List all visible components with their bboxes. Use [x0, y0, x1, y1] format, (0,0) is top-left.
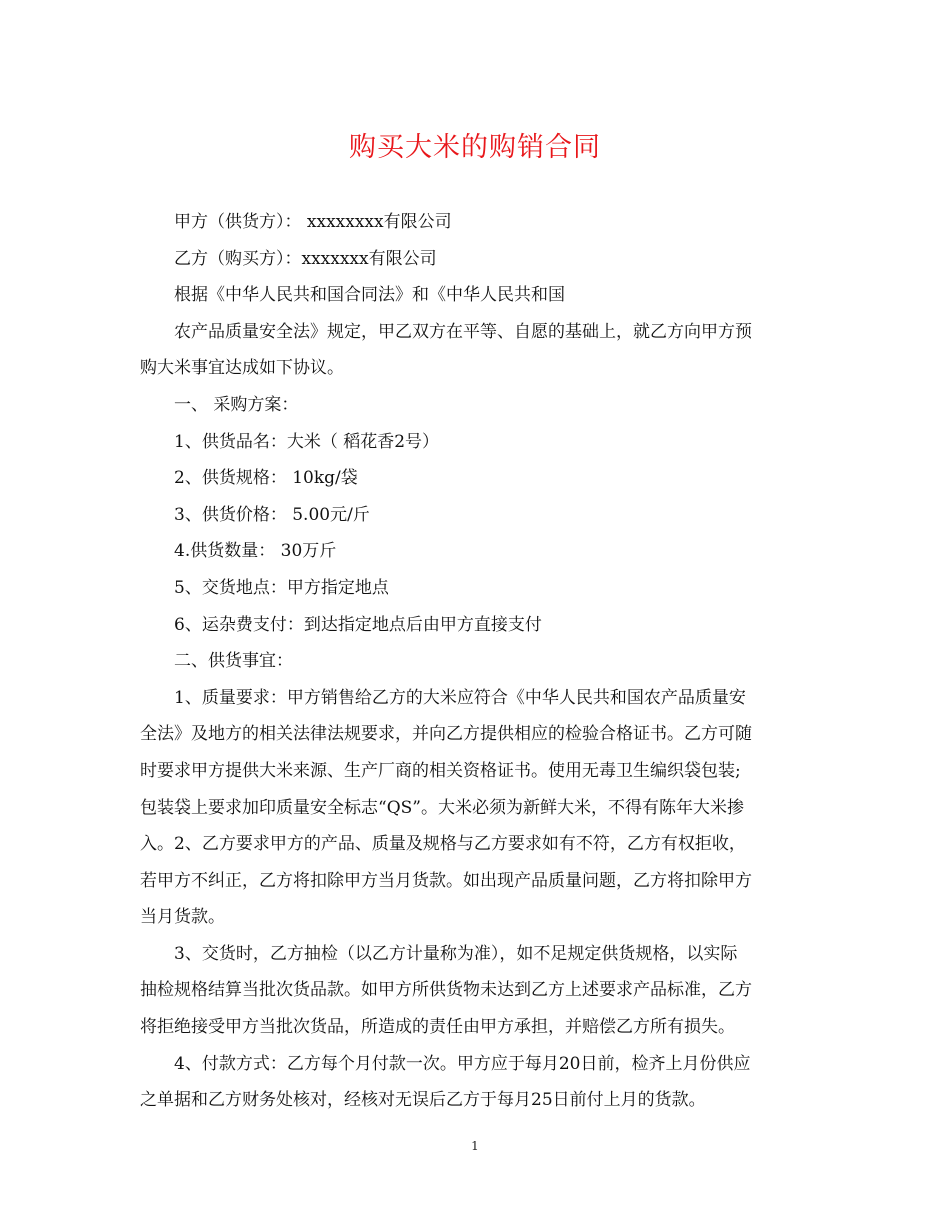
plan-item: 3、供货价格： 5.00元/斤	[174, 504, 370, 525]
document-title: 购买大米的购销合同	[349, 132, 601, 163]
plan-item: 5、交货地点：甲方指定地点	[174, 577, 389, 598]
basis-line: 购大米事宜达成如下协议。	[140, 358, 344, 379]
paragraph-line: 之单据和乙方财务处核对，经核对无误后乙方于每月25日前付上月的货款。	[140, 1090, 706, 1111]
party-b-line: 乙方（购买方）：xxxxxxx有限公司	[174, 248, 437, 269]
paragraph-line: 若甲方不纠正，乙方将扣除甲方当月货款。如出现产品质量问题，乙方将扣除甲方	[140, 870, 752, 891]
document-body	[140, 204, 812, 1119]
paragraph-line: 4、付款方式：乙方每个月付款一次。甲方应于每月20日前，检齐上月份供应	[174, 1053, 751, 1074]
paragraph-line: 入。2、乙方要求甲方的产品、质量及规格与乙方要求如有不符，乙方有权拒收，	[140, 834, 746, 855]
paragraph-line: 当月货款。	[140, 907, 225, 928]
paragraph-line: 全法》及地方的相关法律法规要求，并向乙方提供相应的检验合格证书。乙方可随	[140, 724, 752, 745]
plan-item: 6、运杂费支付：到达指定地点后由甲方直接支付	[174, 614, 542, 635]
paragraph-line: 将拒绝接受甲方当批次货品，所造成的责任由甲方承担，并赔偿乙方所有损失。	[140, 1017, 735, 1038]
basis-line: 农产品质量安全法》规定，甲乙双方在平等、自愿的基础上，就乙方向甲方预	[174, 321, 752, 342]
section-heading: 一、 采购方案：	[174, 394, 299, 415]
section-heading: 二、供货事宜：	[174, 651, 293, 672]
paragraph-line: 1、质量要求：甲方销售给乙方的大米应符合《中华人民共和国农产品质量安	[174, 687, 746, 708]
party-a-line: 甲方（供货方）： xxxxxxxx有限公司	[174, 212, 452, 232]
paragraph-line: 时要求甲方提供大米来源、生产厂商的相关资格证书。使用无毒卫生编织袋包装;	[140, 760, 741, 781]
paragraph-line: 包装袋上要求加印质量安全标志“QS”。大米必须为新鲜大米，不得有陈年大米掺	[140, 797, 744, 818]
paragraph-line: 3、交货时，乙方抽检（以乙方计量称为准），如不足规定供货规格，以实际	[174, 943, 738, 964]
page-number: 1	[471, 1139, 479, 1153]
paragraph-line: 抽检规格结算当批次货品款。如甲方所供货物未达到乙方上述要求产品标准，乙方	[140, 980, 752, 1001]
plan-item: 4.供货数量： 30万斤	[174, 541, 337, 562]
basis-line: 根据《中华人民共和国合同法》和《中华人民共和国	[174, 285, 565, 306]
plan-item: 2、供货规格： 10kg/袋	[174, 468, 358, 489]
plan-item: 1、供货品名：大米（ 稻花香2号）	[174, 431, 440, 452]
